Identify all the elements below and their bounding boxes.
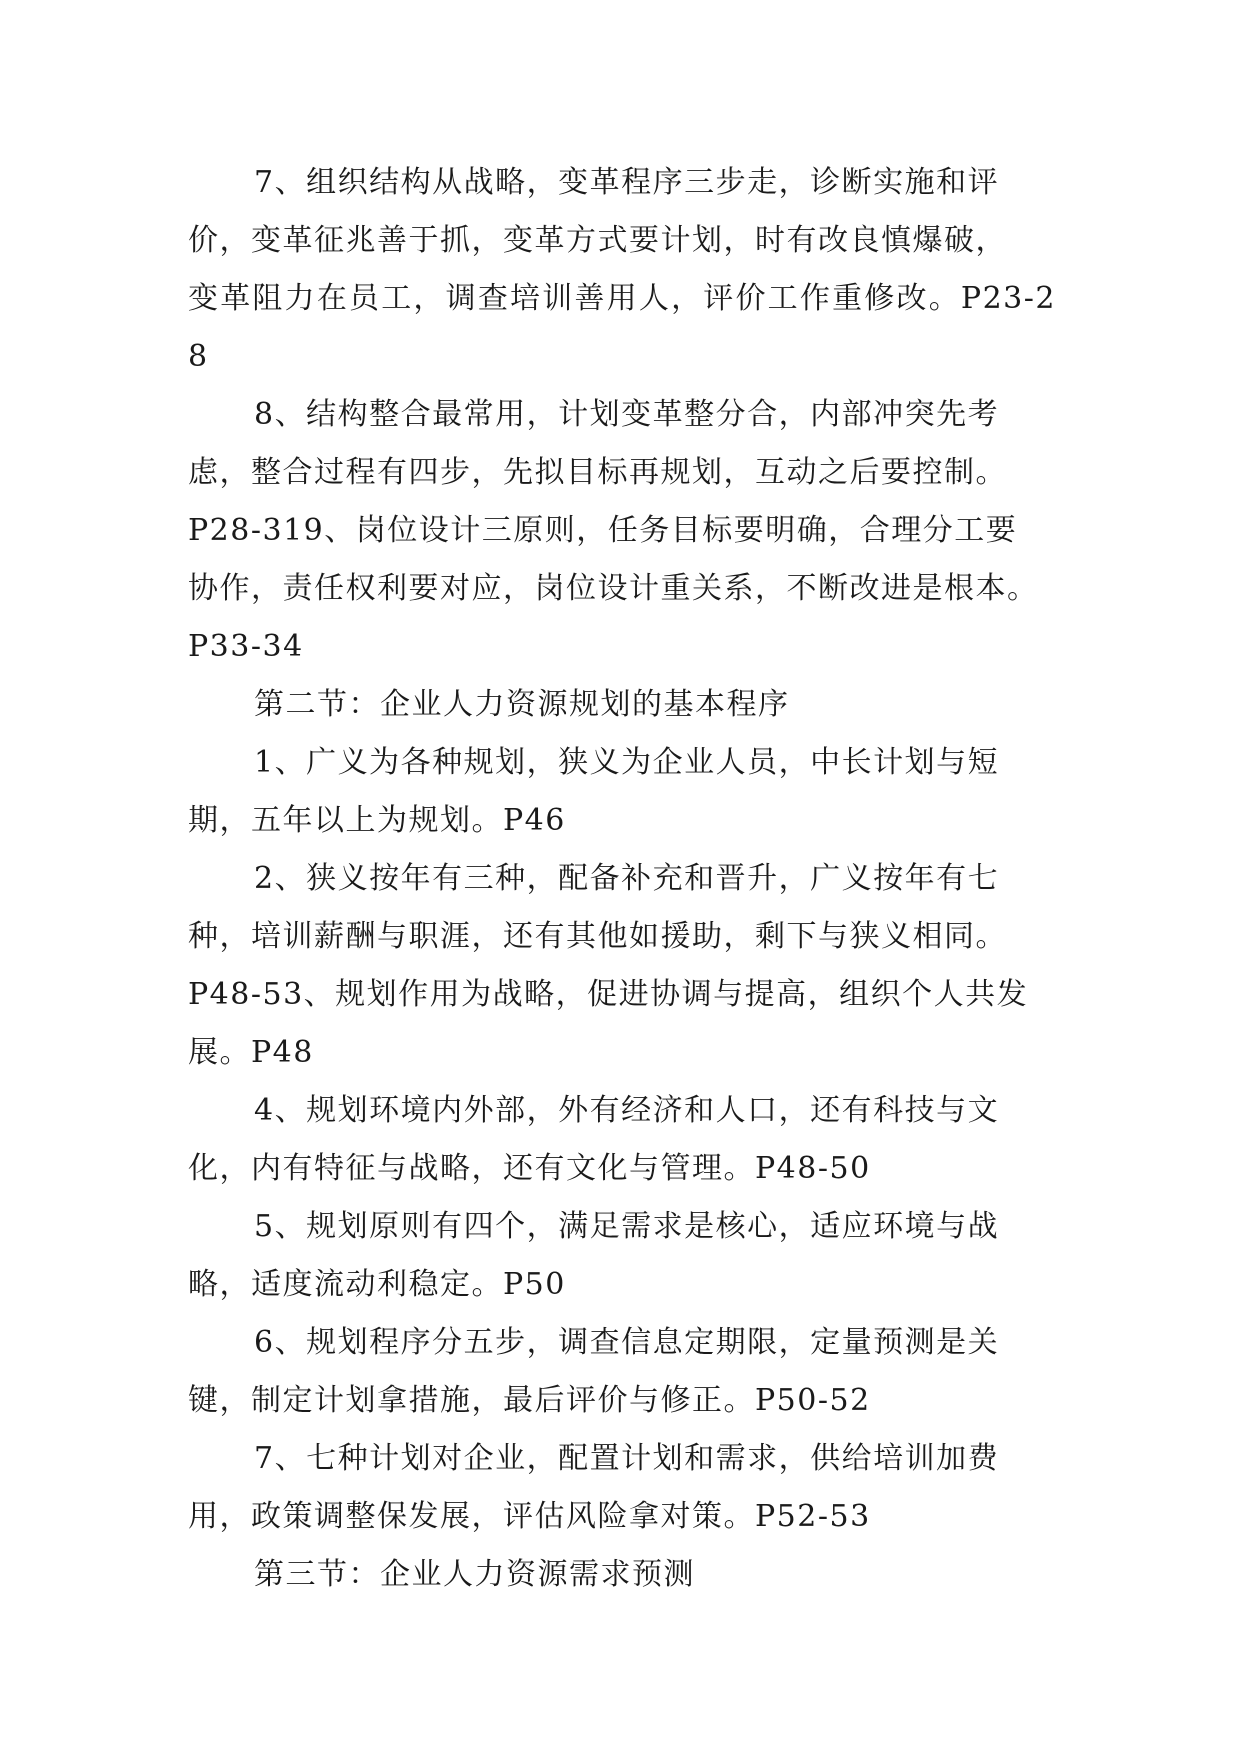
paragraph-plan-types: 2、狭义按年有三种，配备补充和晋升，广义按年有七 种，培训薪酬与职涯，还有其他如援助，剩下与狭义相同。 P48-53、规划作用为战略，促进协调与提高，组织个人共发 展。P48 (188, 861, 1029, 1070)
paragraph-seven-plans: 7、七种计划对企业，配置计划和需求，供给培训加费 用，政策调整保发展，评估风险拿对策。P52-53 (188, 1441, 1000, 1534)
section-heading-2: 第二节：企业人力资源规划的基本程序 (254, 687, 790, 722)
paragraph-org-structure-change: 7、组织结构从战略，变革程序三步走，诊断实施和评 价，变革征兆善于抓，变革方式要计划，时有改良慎爆破， 变革阻力在员工，调查培训善用人，评价工作重修改。P23-28 (188, 165, 1056, 374)
paragraph-structure-integration: 8、结构整合最常用，计划变革整分合，内部冲突先考 虑，整合过程有四步，先拟目标再规划，互动之后要控制。 P28-319、岗位设计三原则，任务目标要明确，合理分工要 协作，责任权利要对应，岗位设计重关系，不断改进是根本。 P33-34 (188, 397, 1039, 664)
section-heading-3: 第三节：企业人力资源需求预测 (254, 1557, 695, 1592)
paragraph-plan-definition: 1、广义为各种规划，狭义为企业人员，中长计划与短 期，五年以上为规划。P46 (188, 745, 1000, 838)
document-body (188, 154, 1056, 1604)
paragraph-plan-environment: 4、规划环境内外部，外有经济和人口，还有科技与文 化，内有特征与战略，还有文化与管理。P48-50 (188, 1093, 1000, 1186)
paragraph-plan-principles: 5、规划原则有四个，满足需求是核心，适应环境与战 略，适度流动利稳定。P50 (188, 1209, 1000, 1302)
paragraph-plan-procedure: 6、规划程序分五步，调查信息定期限，定量预测是关 键，制定计划拿措施，最后评价与修正。P50-52 (188, 1325, 1000, 1418)
